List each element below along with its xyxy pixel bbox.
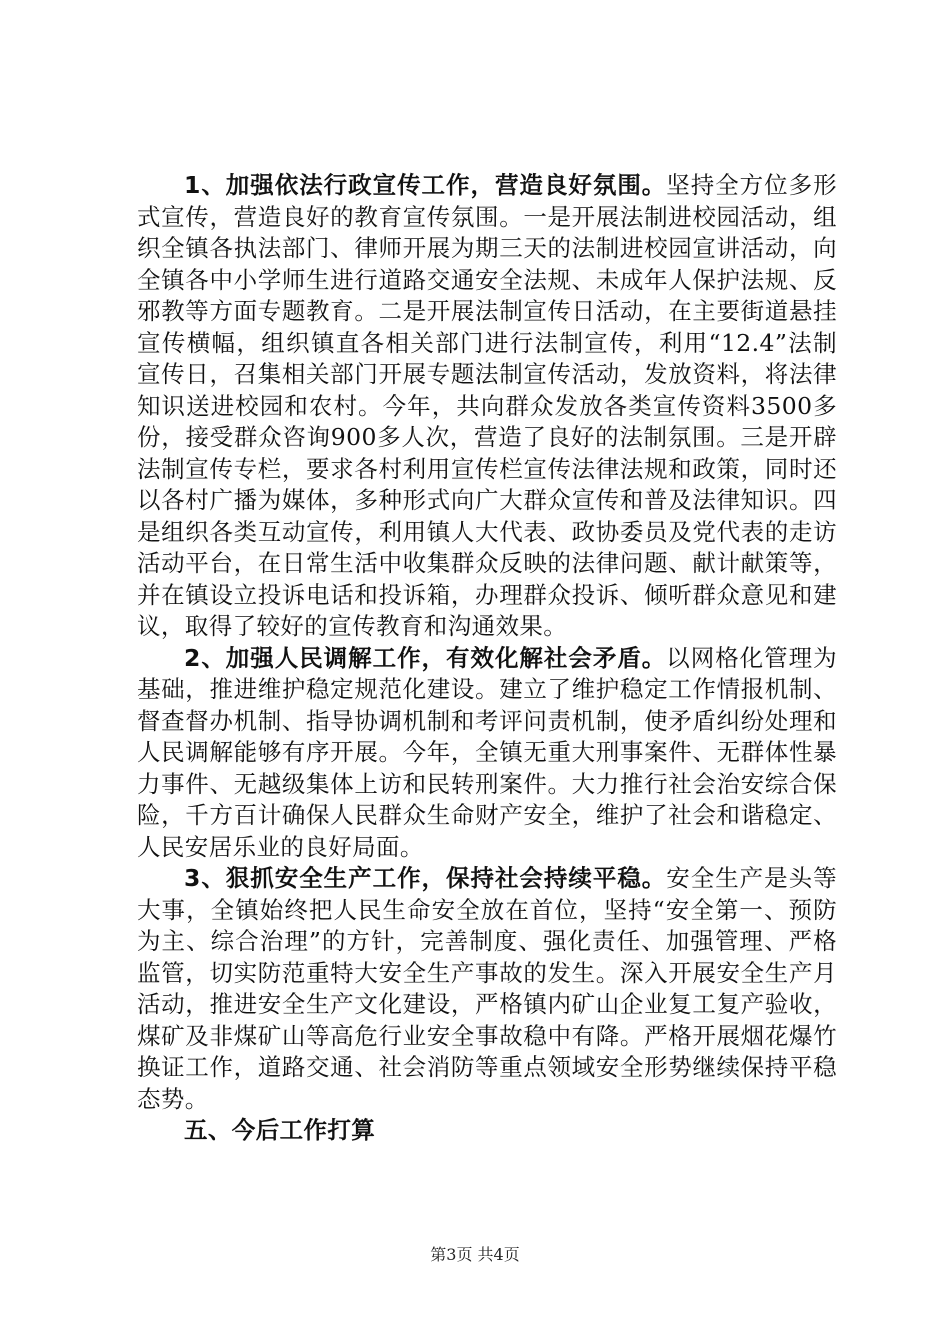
paragraph-text: 坚持全方位多形式宣传，营造良好的教育宣传氛围。一是开展法制进校园活动，组织全镇各执法部门、律师开展为期三天的法制进校园宣讲活动，向全镇各中小学师生进行道路交通安全法规、未成年人保护法规、反邪教等方面专题教育。二是开展法制宣传日活动，在主要街道悬挂宣传横幅，组织镇直各相关部门进行法制宣传，利用“12.4”法制宣传日，召集相关部门开展专题法制宣传活动，发放资料，将法律知识送进校园和农村。今年，共向群众发放各类宣传资料3500多份，接受群众咨询900多人次，营造了良好的法制氛围。三是开辟法制宣传专栏，要求各村利用宣传栏宣传法律法规和政策，同时还以各村广播为媒体，多种形式向广大群众宣传和普及法律知识。四是组织各类互动宣传，利用镇人大代表、政协委员及党代表的走访活动平台，在日常生活中收集群众反映的法律问题、献计献策等，并在镇设立投诉电话和投诉箱，办理群众投诉、倾听群众意见和建议，取得了较好的宣传教育和沟通效果。 <box>137 171 837 640</box>
paragraph-lead: 2、加强人民调解工作，有效化解社会矛盾。 <box>184 643 667 672</box>
paragraph-lead: 1、加强依法行政宣传工作，营造良好氛围。 <box>184 171 667 199</box>
paragraph-lead: 3、狠抓安全生产工作，保持社会持续平稳。 <box>184 864 667 892</box>
paragraph-mediation <box>137 643 837 864</box>
document-body <box>137 170 837 1147</box>
section-heading: 五、今后工作打算 <box>184 1116 376 1144</box>
paragraph-text: 以网格化管理为基础，推进维护稳定规范化建设。建立了维护稳定工作情报机制、督查督办机制、指导协调机制和考评问责机制，使矛盾纠纷处理和人民调解能够有序开展。今年，全镇无重大刑事案件、无群体性暴力事件、无越级集体上访和民转刑案件。大力推行社会治安综合保险，千方百计确保人民群众生命财产安全，维护了社会和谐稳定、人民安居乐业的良好局面。 <box>137 643 837 861</box>
paragraph-safety <box>137 863 837 1115</box>
paragraph-text: 安全生产是头等大事，全镇始终把人民生命安全放在首位，坚持“安全第一、预防为主、综合治理”的方针，完善制度、强化责任、加强管理、严格监管，切实防范重特大安全生产事故的发生。深入开展安全生产月活动，推进安全生产文化建设，严格镇内矿山企业复工复产验收，煤矿及非煤矿山等高危行业安全事故稳中有降。严格开展烟花爆竹换证工作，道路交通、社会消防等重点领域安全形势继续保持平稳态势。 <box>137 864 837 1113</box>
paragraph-propaganda <box>137 170 837 643</box>
page-number-footer: 第3页 共4页 <box>430 1245 520 1264</box>
